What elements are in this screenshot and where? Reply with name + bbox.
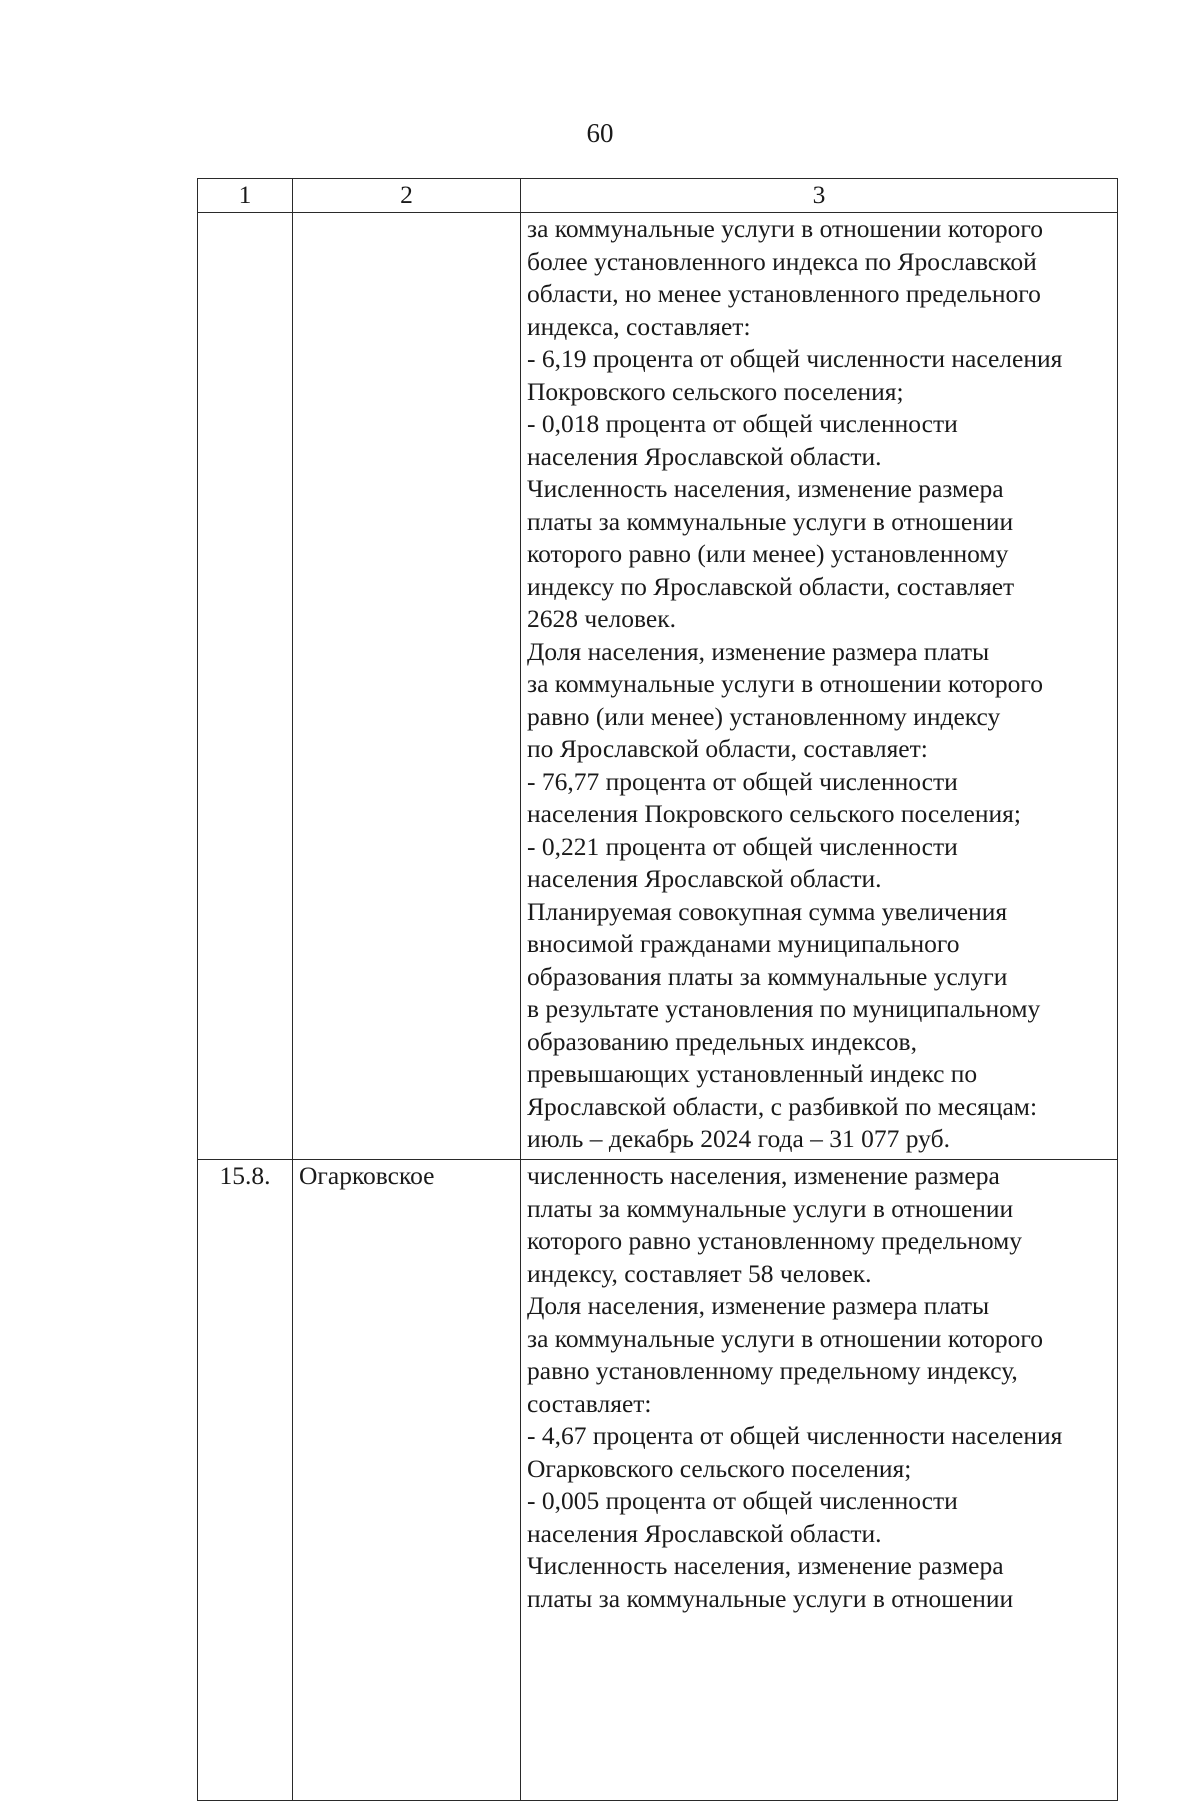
text-line: равно (или менее) установленному индексу bbox=[527, 701, 1001, 731]
text-line: за коммунальные услуги в отношении которого bbox=[527, 669, 1043, 698]
text-line: превышающих установленный индекс по bbox=[527, 1059, 978, 1088]
text-line: населения Ярославской области. bbox=[527, 441, 882, 471]
text-line: более установленного индекса по Ярославской bbox=[527, 246, 1037, 276]
text-line: индексу, составляет 58 человек. bbox=[527, 1258, 872, 1288]
text-line: образования платы за коммунальные услуги bbox=[527, 961, 1008, 991]
row-number: 15.8. bbox=[198, 1160, 293, 1801]
text-line: населения Ярославской области. bbox=[527, 1518, 882, 1548]
column-header-1: 1 bbox=[198, 179, 293, 213]
table-header-row bbox=[198, 179, 1118, 213]
text-line: образованию предельных индексов, bbox=[527, 1026, 917, 1056]
text-line: - 6,19 процента от общей численности населения bbox=[527, 344, 1063, 373]
text-line: Доля населения, изменение размера платы bbox=[527, 636, 990, 666]
text-line: - 0,221 процента от общей численности bbox=[527, 831, 958, 861]
text-line: Планируемая совокупная сумма увеличения bbox=[527, 896, 1008, 926]
text-line: - 76,77 процента от общей численности bbox=[527, 766, 958, 796]
text-line: - 4,67 процента от общей численности населения bbox=[527, 1421, 1063, 1450]
text-line: Доля населения, изменение размера платы bbox=[527, 1291, 990, 1320]
text-line: платы за коммунальные услуги в отношении bbox=[527, 1193, 1014, 1223]
text-line: платы за коммунальные услуги в отношении bbox=[527, 506, 1014, 536]
table-row bbox=[198, 213, 1118, 1160]
text-line: которого равно установленному предельному bbox=[527, 1226, 1023, 1255]
settlement-name bbox=[293, 213, 521, 1160]
text-line: Численность населения, изменение размера bbox=[527, 1551, 1004, 1580]
text-line: населения Ярославской области. bbox=[527, 864, 882, 893]
text-line: 2628 человек. bbox=[527, 604, 676, 633]
data-table bbox=[197, 178, 1118, 1801]
text-line: за коммунальные услуги в отношении которого bbox=[527, 214, 1043, 243]
row-number bbox=[198, 213, 293, 1160]
table-row bbox=[198, 1160, 1118, 1801]
text-line: которого равно (или менее) установленному bbox=[527, 539, 1009, 568]
text-line: равно установленному предельному индексу, bbox=[527, 1356, 1018, 1385]
text-line: индекса, составляет: bbox=[527, 311, 751, 341]
text-line: области, но менее установленного предельного bbox=[527, 279, 1041, 308]
text-line: платы за коммунальные услуги в отношении bbox=[527, 1583, 1014, 1613]
text-line: - 0,005 процента от общей численности bbox=[527, 1486, 958, 1515]
column-header-2: 2 bbox=[293, 179, 521, 213]
text-line: Покровского сельского поселения; bbox=[527, 376, 904, 406]
text-line: вносимой гражданами муниципального bbox=[527, 929, 960, 958]
row-description bbox=[521, 213, 1118, 1160]
text-line: населения Покровского сельского поселения; bbox=[527, 799, 1021, 828]
text-line: Численность населения, изменение размера bbox=[527, 474, 1004, 503]
text-line: по Ярославской области, составляет: bbox=[527, 734, 928, 763]
settlement-name: Огарковское bbox=[293, 1160, 521, 1801]
page-number: 60 bbox=[586, 118, 614, 148]
text-line: в результате установления по муниципальному bbox=[527, 994, 1041, 1023]
text-line: Ярославской области, с разбивкой по месяцам: bbox=[527, 1091, 1038, 1121]
text-line: за коммунальные услуги в отношении которого bbox=[527, 1323, 1043, 1353]
text-line: численность населения, изменение размера bbox=[527, 1161, 1000, 1190]
text-line: Огарковского сельского поселения; bbox=[527, 1453, 912, 1483]
text-line: - 0,018 процента от общей численности bbox=[527, 409, 958, 438]
text-line: июль – декабрь 2024 года – 31 077 руб. bbox=[527, 1124, 950, 1153]
row-description bbox=[521, 1160, 1118, 1801]
text-line: составляет: bbox=[527, 1388, 652, 1418]
text-line: индексу по Ярославской области, составляет bbox=[527, 571, 1015, 601]
column-header-3: 3 bbox=[521, 179, 1118, 213]
